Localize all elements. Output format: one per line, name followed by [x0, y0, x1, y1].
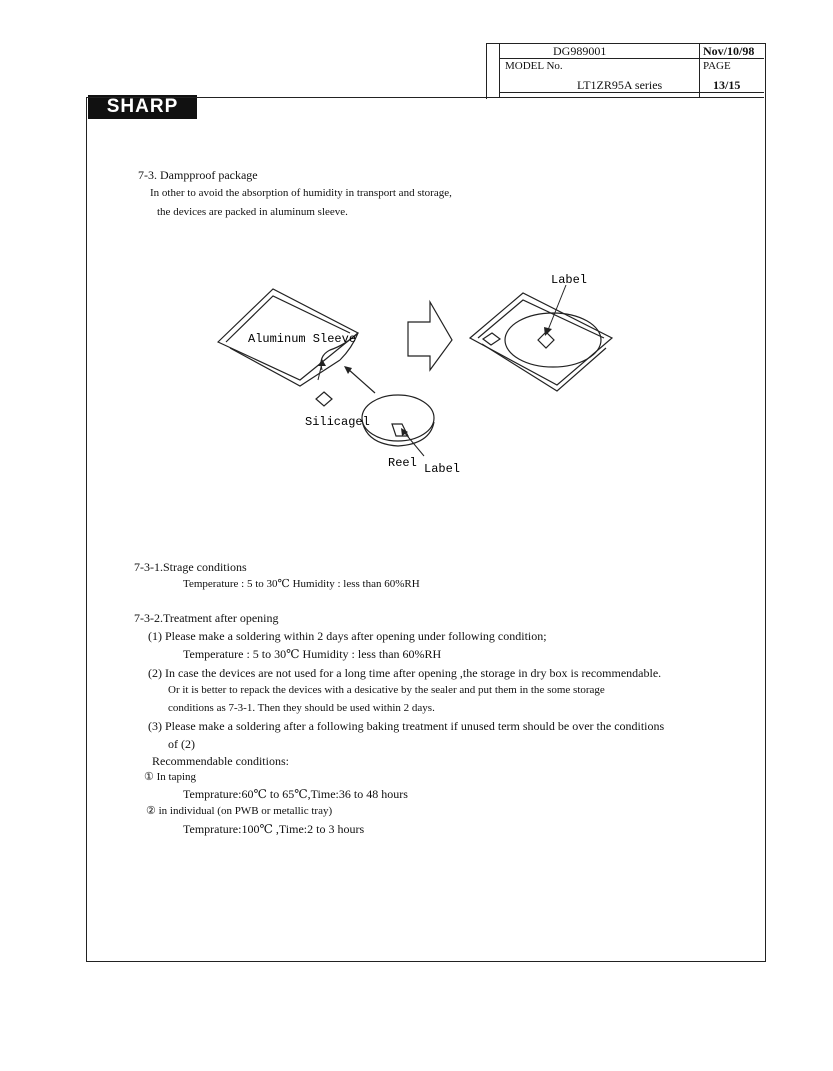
reel-arrow-head — [344, 366, 352, 374]
doc-date: Nov/10/98 — [703, 44, 755, 58]
aluminum-sleeve-label: Aluminum Sleeve — [248, 332, 357, 346]
header-divider — [499, 43, 500, 97]
treatment-title: 7-3-2.Treatment after opening — [134, 611, 279, 625]
option-2-title: ② in individual (on PWB or metallic tray) — [146, 805, 333, 817]
section-intro-line: In other to avoid the absorption of humidity in transport and storage, — [150, 187, 452, 199]
treatment-item-3: (3) Please make a soldering after a following baking treatment if unused term should be over the conditions — [148, 719, 665, 733]
treatment-item-3-line: of (2) — [168, 737, 195, 751]
packed-sleeve-graphic — [470, 293, 612, 391]
treatment-item-2-line: Or it is better to repack the devices with a desicative by the sealer and put them in the some storage — [168, 684, 605, 696]
section-intro-line: the devices are packed in aluminum sleeve. — [157, 206, 348, 218]
top-label-tag: Label — [551, 273, 588, 287]
treatment-item-2: (2) In case the devices are not used for a long time after opening ,the storage in dry box is recommendable. — [148, 666, 662, 680]
sharp-logo: SHARP — [88, 95, 197, 119]
treatment-item-2-line: conditions as 7-3-1. Then they should be used within 2 days. — [168, 702, 435, 714]
option-1-title: ① In taping — [144, 771, 197, 783]
silicagel-label: Silicagel — [305, 415, 370, 429]
reel-graphic — [362, 395, 434, 446]
reel-label: Reel — [388, 456, 417, 470]
option-2-detail: Temprature:100℃ ,Time:2 to 3 hours — [183, 822, 365, 836]
storage-conditions: Temperature : 5 to 30℃ Humidity : less than 60%RH — [183, 578, 420, 590]
reel-arrow — [348, 369, 375, 393]
recommend-heading: Recommendable conditions: — [152, 754, 289, 768]
right-arrow — [408, 302, 452, 370]
treatment-item-1-condition: Temperature : 5 to 30℃ Humidity : less than 60%RH — [183, 647, 442, 661]
model-number: LT1ZR95A series — [577, 78, 663, 92]
treatment-item-1: (1) Please make a soldering within 2 days after opening under following condition; — [148, 629, 547, 643]
silicagel-diamond — [316, 392, 332, 406]
section-title: 7-3. Dampproof package — [138, 168, 258, 182]
header-divider — [699, 43, 700, 97]
storage-title: 7-3-1.Strage conditions — [134, 560, 247, 574]
option-1-detail: Temprature:60℃ to 65℃,Time:36 to 48 hours — [183, 787, 408, 801]
package-diagram — [190, 265, 650, 485]
reel-label-tag: Label — [424, 462, 461, 476]
doc-number: DG989001 — [553, 44, 607, 58]
page-number: 13/15 — [713, 78, 741, 92]
model-label: MODEL No. — [505, 60, 563, 72]
page-label: PAGE — [703, 60, 731, 72]
